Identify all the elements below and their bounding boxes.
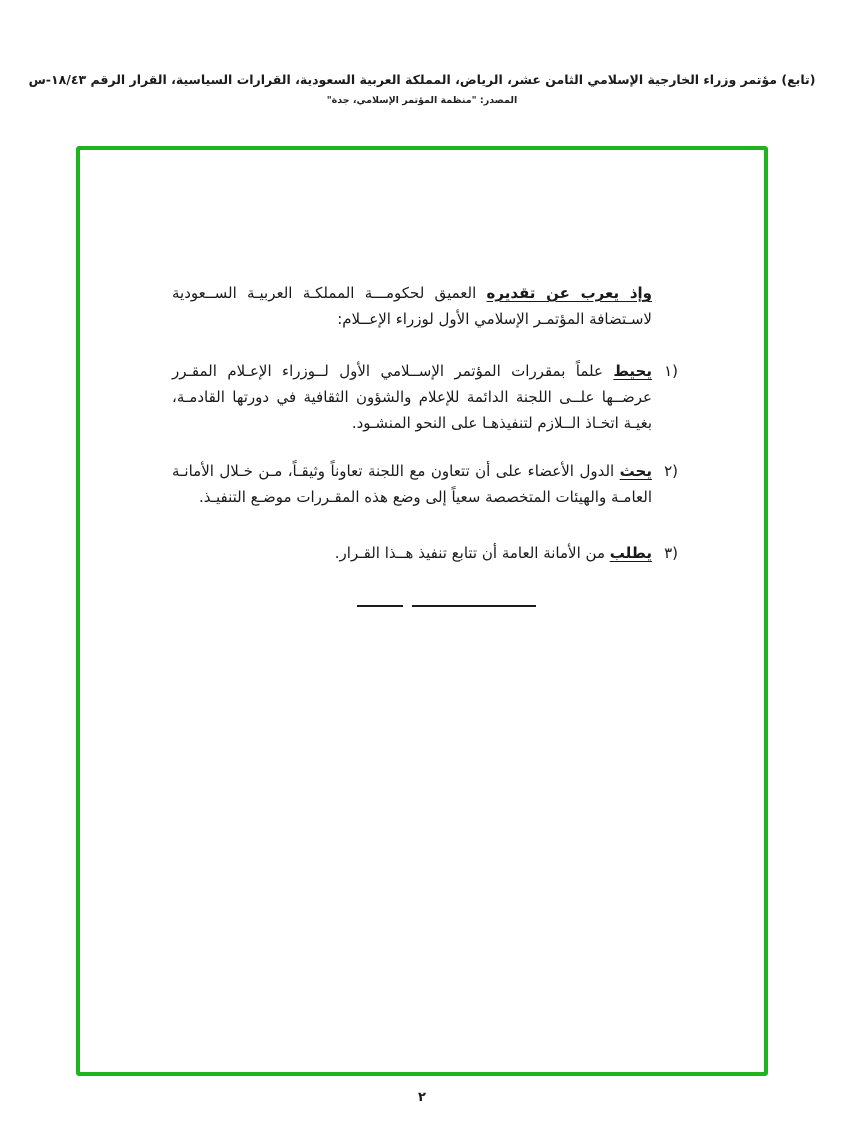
item-3-marker: ٣) [664, 544, 678, 562]
document-header [0, 72, 844, 106]
item-2-lead: يحث [619, 462, 652, 480]
header-title-line: (تابع) مؤتمر وزراء الخارجية الإسلامي الثامن عشر، الرياض، المملكة العربية السعودية، القرارات السياسية، القرار الرقم ١٨/٤٣-س [28, 72, 816, 87]
intro-paragraph [172, 280, 652, 332]
item-1-marker: ١) [664, 362, 678, 380]
item-3-paragraph [172, 540, 652, 566]
intro-text: العميق لحكومـــة المملكـة العربيـة الســعودية لاسـتضافة المؤتمـر الإسلامي الأول لوزراء الإعــلام: [172, 284, 652, 328]
end-of-text-divider [354, 596, 536, 616]
resolution-item-3 [172, 540, 678, 566]
resolution-item-2 [172, 458, 678, 510]
item-3-lead: يطلب [609, 544, 652, 562]
item-3-text: من الأمانة العامة أن تتابع تنفيذ هــذا القـرار. [334, 544, 610, 562]
header-source-line: المصدر: "منظمة المؤتمر الإسلامي، جدة" [326, 95, 518, 106]
item-1-text: علماً بمقررات المؤتمر الإســلامي الأول لــوزراء الإعـلام المقـرر عرضــها علــى اللجنة الدائمة للإعلام والشؤون الثقافية في دورتها القادمـة، بغيـة اتخـاذ الــلازم لتنفيذهـا على النحو المنشـود. [172, 362, 652, 432]
item-2-marker: ٢) [664, 462, 678, 480]
item-2-paragraph [172, 458, 652, 510]
resolution-item-1 [172, 358, 678, 436]
divider-line-long [412, 605, 536, 607]
green-frame [76, 146, 768, 1076]
page-number: ٢ [418, 1090, 426, 1105]
item-1-paragraph [172, 358, 652, 436]
item-1-lead: يحيط [613, 362, 652, 380]
resolution-content [172, 280, 676, 616]
item-2-text: الدول الأعضاء على أن تتعاون مع اللجنة تعاوناً وثيقـاً، مـن خـلال الأمانـة العامـة والهيئات المتخصصة سعياً إلى وضع هذه المقـررات موضـع التنفيـذ. [172, 462, 652, 506]
divider-line-short [357, 605, 403, 607]
intro-lead: وإذ يعرب عن تقديره [486, 284, 652, 302]
